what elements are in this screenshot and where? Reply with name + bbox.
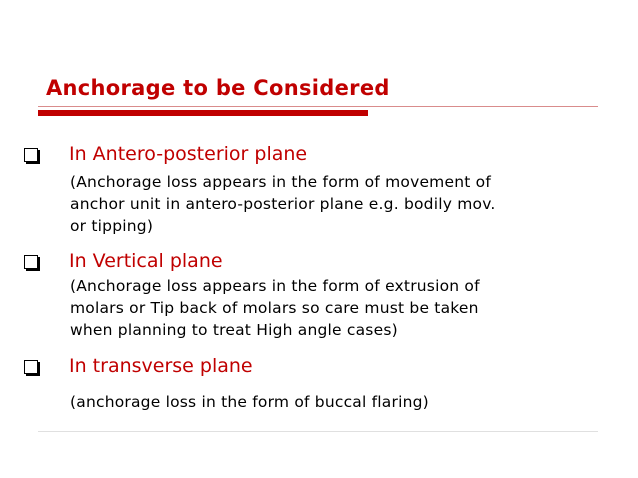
bullet-detail: (Anchorage loss appears in the form of extrusion of molars or Tip back of molars so care must be taken when planning to treat High angle cases) <box>70 277 480 339</box>
bullet-heading: In Vertical plane <box>69 250 223 272</box>
bullet-heading: In Antero-posterior plane <box>69 143 308 165</box>
title-underline-thick <box>38 110 368 116</box>
checkbox-bullet-icon <box>24 255 38 269</box>
bullet-heading: In transverse plane <box>69 355 253 377</box>
footer-divider <box>38 431 598 432</box>
bullet-detail: (Anchorage loss appears in the form of movement of anchor unit in antero-posterior plane e.g. bodily mov. or tipping) <box>70 173 496 235</box>
checkbox-bullet-icon <box>24 148 38 162</box>
title-underline-thin <box>38 106 598 107</box>
bullet-detail: (anchorage loss in the form of buccal flaring) <box>70 393 429 411</box>
slide-title: Anchorage to be Considered <box>46 76 390 100</box>
bullet-item-transverse <box>24 355 253 377</box>
checkbox-bullet-icon <box>24 360 38 374</box>
bullet-item-vertical <box>24 250 223 272</box>
bullet-item-antero-posterior <box>24 143 307 165</box>
